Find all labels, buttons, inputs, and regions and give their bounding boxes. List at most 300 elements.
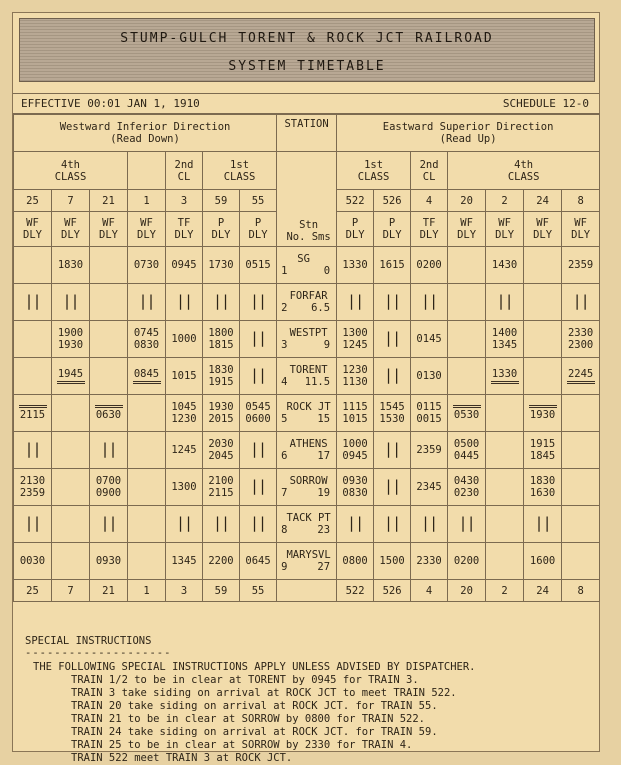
time-value: 1830 [529,475,556,487]
time-value: 0600 [245,413,271,425]
time-value: 1000 [342,438,368,450]
time-cell [411,321,448,358]
time-value: 0430 [453,475,480,487]
train-code-line: DLY [248,229,268,241]
station-number-miles [281,561,336,573]
railroad-name: STUMP-GULCH TORENT & ROCK JCT RAILROAD [120,31,494,46]
train-code-east [337,212,374,247]
time-value: 1430 [491,259,518,271]
time-value: 1245 [342,339,368,351]
time-cell [240,321,277,358]
time-value: 1400 [491,327,518,339]
time-value: 1930 [57,339,84,351]
train-code-line: WF [460,217,473,229]
time-cell [374,432,411,469]
train-code-west [90,212,128,247]
station-number-miles [281,413,336,425]
train-number-west: 1 [128,190,166,212]
station-row [14,284,600,321]
time-cell [524,321,562,358]
station-cell [277,247,337,284]
time-cell [411,358,448,395]
time-value: 1615 [379,259,405,271]
time-value: 1300 [171,481,197,493]
time-cell [128,247,166,284]
time-value: 1245 [171,444,197,456]
time-cell [486,432,524,469]
train-code-line: DLY [495,229,515,241]
time-value: 1345 [171,555,197,567]
class-blank-west [128,152,166,190]
time-value: 1930 [529,409,556,421]
time-value: 1230 [171,413,197,425]
time-value: 0930 [95,555,122,567]
time-cell [562,247,600,284]
time-value: 0900 [95,487,122,499]
train-number-east: 8 [562,190,600,212]
train-code-line: P [254,217,262,229]
time-cell [411,247,448,284]
station-row [14,506,600,543]
time-cell [486,469,524,506]
time-value: 0845 [133,368,160,380]
time-value: 0700 [95,475,122,487]
westward-direction-header: Westward Inferior Direction (Read Down) [14,114,277,152]
footer-train-west: 21 [90,580,128,602]
time-value: 0030 [19,555,46,567]
train-number-west: 59 [203,190,240,212]
train-code-line: P [351,217,359,229]
time-value: 2115 [208,487,234,499]
station-row [14,543,600,580]
time-cell [562,432,600,469]
train-number-east: 24 [524,190,562,212]
time-value: 1915 [208,376,234,388]
time-value: 1500 [379,555,405,567]
time-cell [562,506,600,543]
train-number-east: 4 [411,190,448,212]
time-cell [240,284,277,321]
time-value: 1845 [529,450,556,462]
footer-train-west: 59 [203,580,240,602]
meet-rule [491,381,519,384]
time-cell [448,247,486,284]
time-value: 1830 [57,259,84,271]
time-cell [562,395,600,432]
footer-train-west: 1 [128,580,166,602]
time-cell [448,432,486,469]
time-cell [203,432,240,469]
pass-through-mark: || [250,329,267,347]
meet-rule [57,381,85,384]
footer-train-west: 3 [166,580,203,602]
station-miles: 19 [317,487,331,499]
train-number-east: 522 [337,190,374,212]
pass-through-mark: || [384,329,401,347]
time-value: 1815 [208,339,234,351]
time-value: 0145 [416,333,442,345]
train-code-line: DLY [419,229,439,241]
station-name: SORROW [289,475,328,487]
time-cell [486,506,524,543]
pass-through-mark: || [212,292,230,310]
time-cell [337,469,374,506]
train-code-east [411,212,448,247]
time-cell [240,358,277,395]
station-number: 5 [281,413,288,425]
time-cell [128,395,166,432]
footer-train-west: 55 [240,580,277,602]
train-code-line: WF [536,217,549,229]
pass-through-mark: || [496,292,513,310]
time-cell [166,543,203,580]
time-cell [448,284,486,321]
time-cell [52,395,90,432]
time-cell [14,358,52,395]
special-rule: -------------------- [25,647,172,659]
station-cell [277,469,337,506]
pass-through-mark: || [24,514,41,532]
pass-through-mark: || [458,514,475,532]
pass-through-mark: || [250,477,267,495]
train-number-west: 55 [240,190,277,212]
time-value: 2300 [567,339,594,351]
time-value: 2100 [208,475,234,487]
station-cell [277,506,337,543]
pass-through-mark: || [384,440,401,458]
station-cell [277,358,337,395]
time-value: 0115 [416,401,442,413]
time-value: 0930 [342,475,368,487]
time-cell [166,247,203,284]
special-item: TRAIN 522 meet TRAIN 3 at ROCK JCT. [71,752,293,764]
time-value: 2200 [208,555,234,567]
time-cell [374,358,411,395]
pass-through-mark: || [212,514,230,532]
pass-through-mark: || [138,292,155,310]
time-value: 0745 [133,327,160,339]
pass-through-mark: || [384,292,401,310]
special-intro: THE FOLLOWING SPECIAL INSTRUCTIONS APPLY UNLESS ADVISED BY DISPATCHER. [33,661,476,673]
time-cell [14,432,52,469]
time-value: 1330 [491,368,518,380]
station-number: 7 [281,487,288,499]
time-cell [14,469,52,506]
station-header: STATION [277,114,337,152]
time-cell [448,358,486,395]
pass-through-mark: || [250,366,267,384]
time-value: 0500 [453,438,480,450]
train-code-line: TF [422,217,436,229]
time-cell [374,284,411,321]
time-value: 0530 [453,409,480,421]
time-cell [203,469,240,506]
station-number: 8 [281,524,288,536]
meet-rule [133,381,161,384]
time-value: 0830 [133,339,160,351]
time-value: 0800 [342,555,368,567]
time-cell [128,469,166,506]
train-code-line: DLY [137,229,156,241]
time-cell [52,358,90,395]
train-code-east [524,212,562,247]
train-code-line: DLY [382,229,402,241]
station-cell [277,321,337,358]
pass-through-mark: || [175,292,193,310]
train-number-west: 3 [166,190,203,212]
time-value: 2045 [208,450,234,462]
footer-train-east: 526 [374,580,411,602]
train-number-east: 2 [486,190,524,212]
time-cell [90,284,128,321]
station-row [14,321,600,358]
time-cell [240,432,277,469]
time-cell [203,543,240,580]
footer-train-east: 20 [448,580,486,602]
footer-station-blank [277,580,337,602]
pass-through-mark: || [250,514,267,532]
time-cell [486,247,524,284]
pass-through-mark: || [421,292,438,310]
pass-through-mark: || [572,292,589,310]
station-miles: 27 [317,561,331,573]
train-code-east [448,212,486,247]
time-cell [52,247,90,284]
time-value: 1530 [379,413,405,425]
footer-train-row [14,580,600,602]
time-value: 1130 [342,376,368,388]
time-cell [90,543,128,580]
train-code-line: DLY [533,229,553,241]
time-cell [486,358,524,395]
time-cell [524,432,562,469]
time-cell [411,469,448,506]
time-cell [166,358,203,395]
pass-through-mark: || [250,292,267,310]
station-name: TACK PT [286,512,331,524]
station-number-miles [281,376,336,388]
time-cell [374,247,411,284]
time-cell [448,321,486,358]
time-value: 1345 [491,339,518,351]
time-cell [90,247,128,284]
time-value: 1015 [171,370,197,382]
station-name: TORENT [289,364,328,376]
time-value: 0515 [245,259,271,271]
station-number: 2 [281,302,288,314]
time-value: 1945 [57,368,84,380]
time-value: 1015 [342,413,368,425]
train-code-line: P [217,217,225,229]
time-cell [562,469,600,506]
meet-rule [567,381,595,384]
time-cell [411,395,448,432]
time-cell [166,506,203,543]
time-value: 1800 [208,327,234,339]
train-code-line: DLY [457,229,477,241]
time-cell [411,284,448,321]
time-value: 2359 [19,487,46,499]
train-code-west [52,212,90,247]
time-value: 1300 [342,327,368,339]
station-number-miles [281,265,336,277]
train-code-line: DLY [345,229,365,241]
footer-train-east: 24 [524,580,562,602]
special-item: TRAIN 3 take siding on arrival at ROCK JCT to meet TRAIN 522. [71,687,457,699]
time-value: 0230 [453,487,480,499]
time-value: 1830 [208,364,234,376]
special-item: TRAIN 21 to be in clear at SORROW by 0800 for TRAIN 522. [71,713,426,725]
time-cell [411,543,448,580]
time-value: 2245 [567,368,594,380]
meet-rule [19,405,47,408]
time-value: 1330 [342,259,368,271]
time-cell [203,506,240,543]
time-cell [374,321,411,358]
time-cell [52,543,90,580]
time-value: 2345 [416,481,442,493]
footer-train-east: 522 [337,580,374,602]
time-cell [337,321,374,358]
time-cell [486,284,524,321]
station-cell [277,395,337,432]
train-code-line: WF [26,217,39,229]
time-cell [448,395,486,432]
time-cell [448,469,486,506]
station-number-miles [281,302,336,314]
time-cell [90,395,128,432]
time-cell [203,247,240,284]
title-band [19,18,595,82]
time-cell [374,543,411,580]
time-cell [524,395,562,432]
train-code-line: WF [64,217,77,229]
time-value: 0945 [342,450,368,462]
pass-through-mark: || [421,514,438,532]
time-cell [128,284,166,321]
time-cell [166,321,203,358]
pass-through-mark: || [384,514,401,532]
class-4th-west: 4th CLASS [14,152,128,190]
train-number-west: 7 [52,190,90,212]
station-number-miles [281,339,336,351]
time-cell [90,469,128,506]
time-cell [52,506,90,543]
station-name: WESTPT [289,327,328,339]
time-value: 0545 [245,401,271,413]
time-cell [166,284,203,321]
special-item: TRAIN 20 take siding on arrival at ROCK JCT. for TRAIN 55. [71,700,438,712]
timetable-document [12,12,600,764]
time-cell [411,432,448,469]
train-number-west: 25 [14,190,52,212]
train-code-line: WF [102,217,115,229]
time-cell [562,358,600,395]
train-code-line: WF [574,217,587,229]
time-cell [128,432,166,469]
time-cell [524,506,562,543]
time-cell [128,506,166,543]
time-value: 0200 [416,259,442,271]
time-cell [14,247,52,284]
station-name: ATHENS [289,438,328,450]
time-value: 1730 [208,259,234,271]
time-cell [240,247,277,284]
time-cell [562,321,600,358]
time-cell [524,358,562,395]
station-miles: 0 [323,265,331,277]
special-item: TRAIN 25 to be in clear at SORROW by 2330 for TRAIN 4. [71,739,413,751]
station-cell [277,432,337,469]
time-cell [52,469,90,506]
time-cell [337,247,374,284]
station-miles: 17 [317,450,331,462]
station-miles: 15 [317,413,331,425]
time-cell [166,469,203,506]
time-cell [562,543,600,580]
time-cell [374,506,411,543]
meet-rule [453,405,481,408]
train-code-line: DLY [174,229,194,241]
meet-rule [529,405,557,408]
footer-train-east: 2 [486,580,524,602]
time-value: 1045 [171,401,197,413]
station-number: 6 [281,450,288,462]
class-4th-east: 4th CLASS [448,152,600,190]
pass-through-mark: || [62,292,79,310]
station-name: SG [297,253,310,265]
time-value: 1230 [342,364,368,376]
time-cell [240,469,277,506]
time-cell [524,247,562,284]
train-code-west [14,212,52,247]
special-item: TRAIN 1/2 to be in clear at TORENT by 0945 for TRAIN 3. [71,674,419,686]
time-value: 1900 [57,327,84,339]
station-row [14,469,600,506]
time-value: 2330 [567,327,594,339]
station-row [14,395,600,432]
train-code-line: TF [177,217,191,229]
time-value: 0015 [416,413,442,425]
time-cell [90,358,128,395]
time-cell [14,543,52,580]
train-code-east [562,212,600,247]
time-cell [166,432,203,469]
train-code-east [486,212,524,247]
pass-through-mark: || [100,440,117,458]
station-row [14,247,600,284]
time-value: 2330 [416,555,442,567]
train-code-line: DLY [23,229,42,241]
station-name: ROCK JT [286,401,331,413]
time-cell [411,506,448,543]
station-row [14,432,600,469]
time-cell [524,469,562,506]
pass-through-mark: || [175,514,193,532]
pass-through-mark: || [384,477,401,495]
train-code-west [166,212,203,247]
station-number-miles [281,450,336,462]
station-miles: 9 [323,339,331,351]
time-value: 0945 [171,259,197,271]
special-list [71,674,457,765]
station-number: 3 [281,339,288,351]
time-cell [52,432,90,469]
time-cell [337,506,374,543]
time-value: 2030 [208,438,234,450]
time-value: 0200 [453,555,480,567]
time-cell [90,432,128,469]
